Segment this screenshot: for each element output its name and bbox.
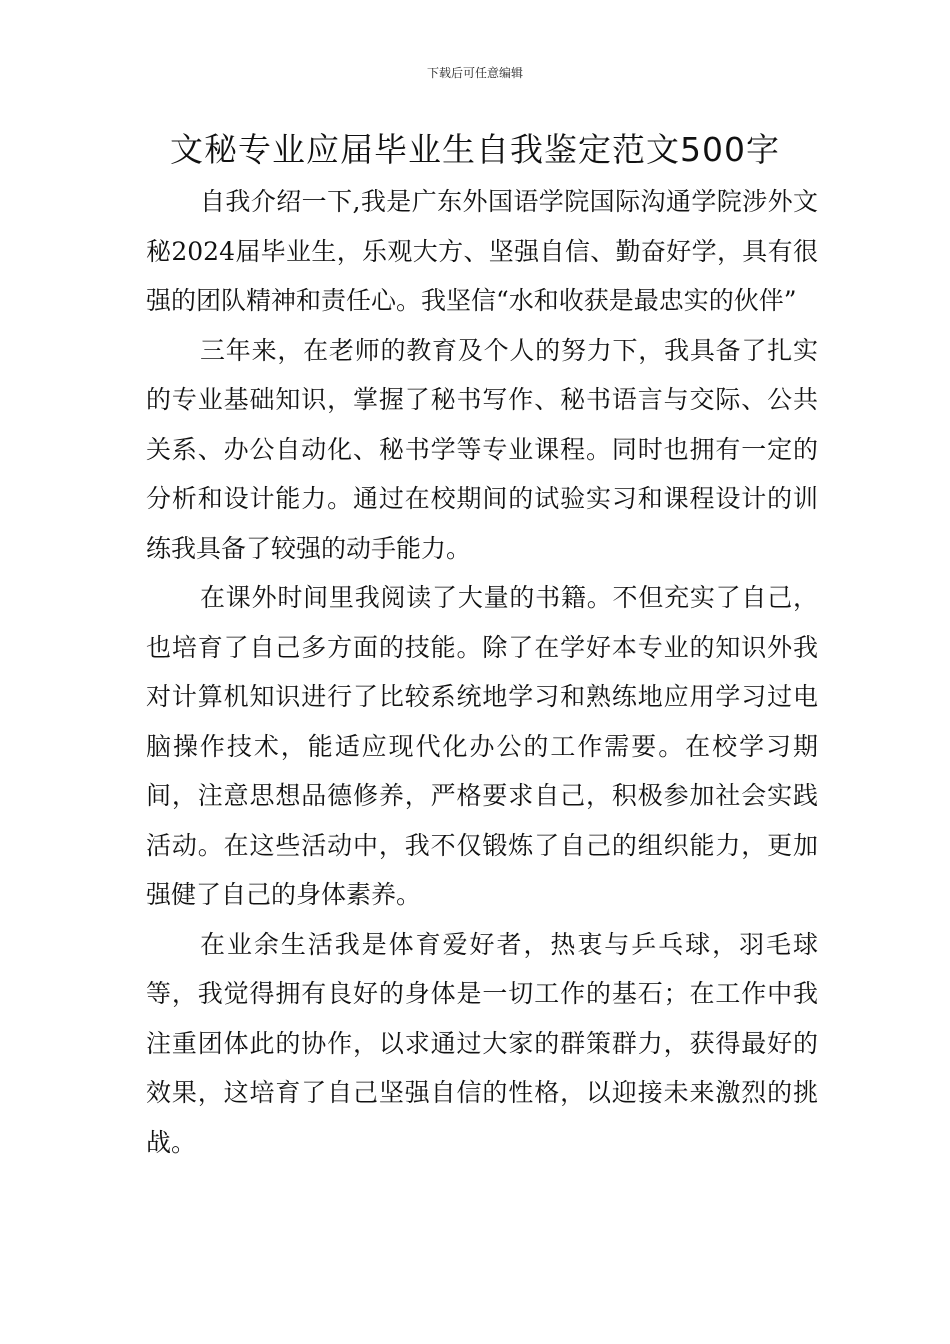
paragraph-hobbies: 在业余生活我是体育爱好者，热衷与乒乓球，羽毛球等，我觉得拥有良好的身体是一切工作的基石；在工作中我注重团体此的协作，以求通过大家的群策群力，获得最好的效果，这培育了自己坚强自信的性格，以迎接未来激烈的挑战。 xyxy=(146,929,818,1157)
document-title: 文秘专业应届毕业生自我鉴定范文500字 xyxy=(170,130,780,169)
document-body xyxy=(146,177,818,1167)
page-header-note: 下载后可任意编辑 xyxy=(426,66,523,80)
paragraph-introduction: 自我介绍一下,我是广东外国语学院国际沟通学院涉外文秘2024届毕业生，乐观大方、坚强自信、勤奋好学，具有很强的团队精神和责任心。我坚信“水和收获是最忠实的伙伴” xyxy=(146,187,818,315)
paragraph-studies: 三年来，在老师的教育及个人的努力下，我具备了扎实的专业基础知识，掌握了秘书写作、秘书语言与交际、公共关系、办公自动化、秘书学等专业课程。同时也拥有一定的分析和设计能力。通过在校期间的试验实习和课程设计的训练我具备了较强的动手能力。 xyxy=(146,335,818,563)
paragraph-extracurricular: 在课外时间里我阅读了大量的书籍。不但充实了自己，也培育了自己多方面的技能。除了在学好本专业的知识外我对计算机知识进行了比较系统地学习和熟练地应用学习过电脑操作技术，能适应现代化办公的工作需要。在校学习期间，注意思想品德修养，严格要求自己，积极参加社会实践活动。在这些活动中，我不仅锻炼了自己的组织能力，更加强健了自己的身体素养。 xyxy=(146,583,818,909)
